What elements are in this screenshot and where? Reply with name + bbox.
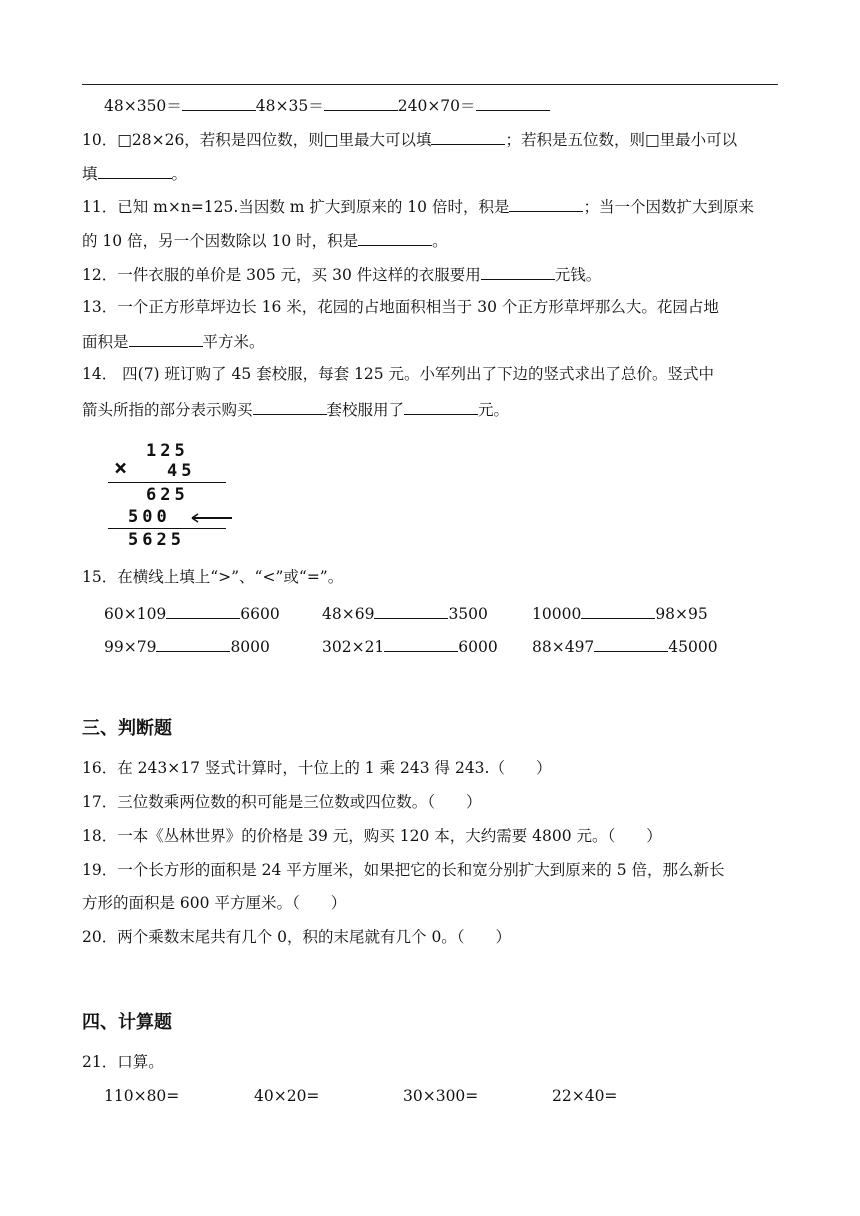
section-heading-judge: 三、判断题 <box>82 718 172 739</box>
arrow-left-icon <box>188 512 234 524</box>
judge-item: 17．三位数乘两位数的积可能是三位数或四位数。（ ） <box>82 793 482 811</box>
oral-calc-item: 40×20= <box>254 1087 320 1105</box>
vertical-multiplication <box>100 436 235 554</box>
answer-blank[interactable] <box>98 162 172 179</box>
calc-rule-2 <box>108 528 226 529</box>
answer-blank[interactable] <box>581 602 655 619</box>
answer-blank[interactable] <box>129 330 203 347</box>
answer-blank[interactable] <box>358 229 432 246</box>
q10-line2: 填 。 <box>82 162 187 184</box>
calc-rule-1 <box>108 482 226 483</box>
judge-item: 18．一本《丛林世界》的价格是 39 元，购买 120 本，大约需要 4800 元。（ ） <box>82 827 662 845</box>
answer-blank[interactable] <box>324 94 398 111</box>
q11-line2: 的 10 倍，另一个因数除以 10 时，积是 。 <box>82 229 448 251</box>
compare-item: 88×497 45000 <box>532 635 718 657</box>
multiply-sign: × <box>114 456 132 481</box>
answer-blank[interactable] <box>253 398 327 415</box>
q9-expr-2: 48×35＝ <box>255 97 324 115</box>
oral-calc-item: 22×40= <box>552 1087 618 1105</box>
compare-item: 10000 98×95 <box>532 602 708 624</box>
oral-calc-item: 30×300= <box>403 1087 479 1105</box>
q9-expr-1: 48×350＝ <box>104 97 182 115</box>
compare-item: 48×69 3500 <box>322 602 488 624</box>
q14-line1: 14． 四(7) 班订购了 45 套校服，每套 125 元。小军列出了下边的竖式求出了总价。竖式中 <box>82 365 715 383</box>
calc-multiplier: 45 <box>167 461 196 481</box>
answer-blank[interactable] <box>431 128 505 145</box>
header-rule <box>82 84 778 85</box>
compare-item: 60×109 6600 <box>104 602 280 624</box>
judge-item: 方形的面积是 600 平方厘米。（ ） <box>82 894 347 912</box>
oral-calc-item: 110×80= <box>104 1087 180 1105</box>
calc-product: 5625 <box>128 530 185 550</box>
q13-line1: 13．一个正方形草坪边长 16 米，花园的占地面积相当于 30 个正方形草坪那么大。花园占地 <box>82 298 719 316</box>
q9-expr-3: 240×70＝ <box>397 97 476 115</box>
answer-blank[interactable] <box>594 635 668 652</box>
q10-line1: 10．□28×26，若积是四位数，则□里最大可以填 ；若积是五位数，则□里最小可以 <box>82 128 737 150</box>
answer-blank[interactable] <box>404 398 478 415</box>
q13-line2: 面积是 平方米。 <box>82 330 265 352</box>
calc-multiplicand: 125 <box>146 441 189 461</box>
answer-blank[interactable] <box>509 195 583 212</box>
answer-blank[interactable] <box>481 263 555 280</box>
q9-row <box>104 94 550 116</box>
answer-blank[interactable] <box>166 602 240 619</box>
judge-item: 19．一个长方形的面积是 24 平方厘米，如果把它的长和宽分别扩大到原来的 5 倍，那么新长 <box>82 861 725 879</box>
q21-title: 21．口算。 <box>82 1053 164 1071</box>
q14-line2: 箭头所指的部分表示购买 套校服用了 元。 <box>82 398 509 420</box>
q11-line1: 11．已知 m×n=125.当因数 m 扩大到原来的 10 倍时，积是 ；当一个因数扩大到原来 <box>82 195 754 217</box>
answer-blank[interactable] <box>182 94 256 111</box>
section-heading-calc: 四、计算题 <box>82 1012 172 1033</box>
answer-blank[interactable] <box>374 602 448 619</box>
compare-item: 99×79 8000 <box>104 635 270 657</box>
q12-line: 12．一件衣服的单价是 305 元，买 30 件这样的衣服要用 元钱。 <box>82 263 601 285</box>
judge-item: 16．在 243×17 竖式计算时，十位上的 1 乘 243 得 243.（ ） <box>82 759 552 777</box>
calc-partial-1: 625 <box>146 485 189 505</box>
q15-title: 15．在横线上填上“>”、“<”或“=”。 <box>82 568 344 586</box>
compare-item: 302×21 6000 <box>322 635 498 657</box>
answer-blank[interactable] <box>476 94 550 111</box>
judge-item: 20．两个乘数末尾共有几个 0，积的末尾就有几个 0。（ ） <box>82 928 512 946</box>
calc-partial-2: 500 <box>128 507 171 527</box>
answer-blank[interactable] <box>384 635 458 652</box>
answer-blank[interactable] <box>156 635 230 652</box>
